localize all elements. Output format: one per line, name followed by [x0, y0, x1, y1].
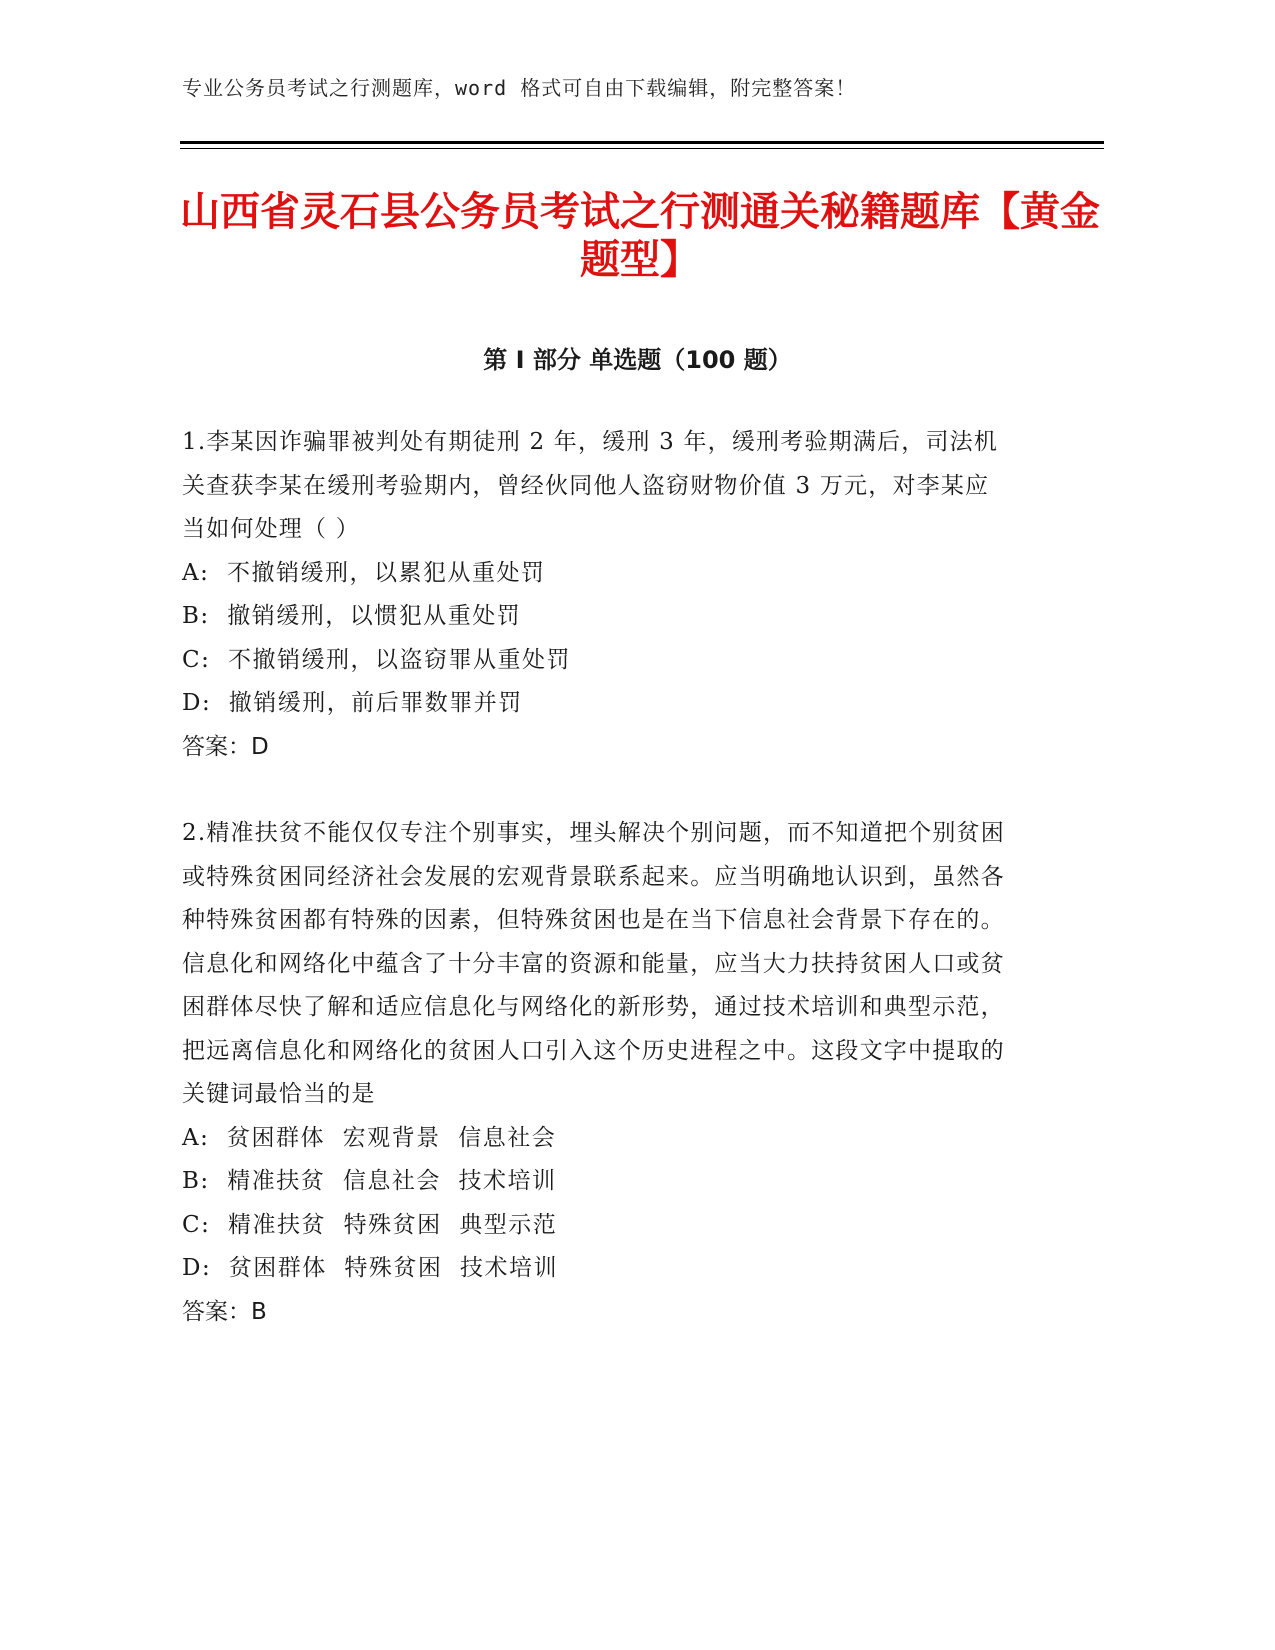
- answer: 答案：D: [182, 733, 269, 760]
- header-rule-thick: [180, 141, 1104, 144]
- option-c: C: 精准扶贫 特殊贫困 典型示范: [182, 1211, 558, 1238]
- option-a: A: 贫困群体 宏观背景 信息社会: [182, 1124, 557, 1151]
- document-title: 山西省灵石县公务员考试之行测通关秘籍题库【黄金题型】: [180, 189, 1100, 283]
- question-text: 2.精准扶贫不能仅仅专注个别事实，埋头解决个别问题，而不知道把个别贫困或特殊贫困同经济社会发展的宏观背景联系起来。应当明确地认识到，虽然各种特殊贫困都有特殊的因素，但特殊贫困也是在当下信息社会背景下存在的。信息化和网络化中蕴含了十分丰富的资源和能量，应当大力扶持贫困人口或贫困群体尽快了解和适应信息化与网络化的新形势，通过技术培训和典型示范，把远离信息化和网络化的贫困人口引入这个历史进程之中。这段文字中提取的关键词最恰当的是: [182, 820, 1005, 1107]
- header-rule-thin: [180, 148, 1104, 149]
- question-1: [182, 421, 1012, 769]
- option-c: C: 不撤销缓刑，以盗窃罪从重处罚: [182, 646, 571, 673]
- option-b: B: 精准扶贫 信息社会 技术培训: [182, 1168, 557, 1194]
- question-text: 1.李某因诈骗罪被判处有期徒刑 2 年，缓刑 3 年，缓刑考验期满后，司法机关查获李某在缓刑考验期内，曾经伙同他人盗窃财物价值 3 万元，对李某应当如何处理（ ）: [182, 429, 999, 542]
- option-a: A: 不撤销缓刑，以累犯从重处罚: [182, 559, 546, 586]
- header-note: 专业公务员考试之行测题库，word 格式可自由下载编辑，附完整答案！: [182, 76, 857, 100]
- option-d: D: 贫困群体 特殊贫困 技术培训: [182, 1255, 559, 1281]
- option-b: B: 撤销缓刑，以惯犯从重处罚: [182, 603, 522, 629]
- section-heading: 第 I 部分 单选题（100 题）: [483, 346, 792, 374]
- option-d: D: 撤销缓刑，前后罪数罪并罚: [182, 690, 523, 716]
- answer: 答案：B: [182, 1298, 267, 1325]
- question-2: [182, 812, 1012, 1334]
